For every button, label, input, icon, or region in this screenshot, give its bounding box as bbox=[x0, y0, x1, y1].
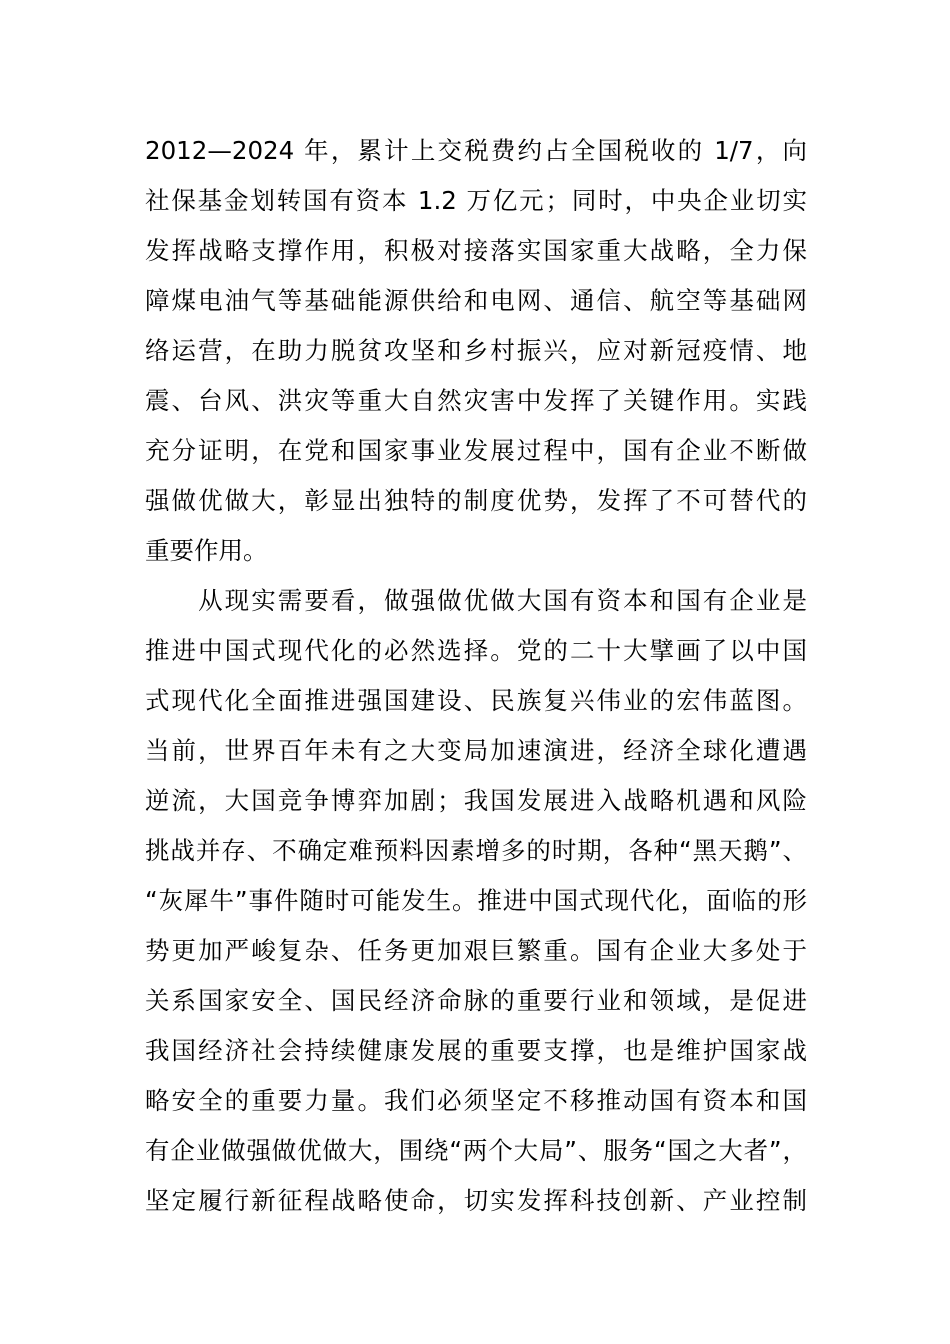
text-line: 重要作用。 bbox=[145, 536, 268, 565]
text-line: 式现代化全面推进强国建设、民族复兴伟业的宏伟蓝图。 bbox=[145, 686, 807, 715]
text-line: 发挥战略支撑作用，积极对接落实国家重大战略，全力保 bbox=[145, 236, 807, 265]
paragraph-2 bbox=[145, 576, 807, 1226]
text-line: 从现实需要看，做强做优做大国有资本和国有企业是 bbox=[145, 586, 807, 615]
text-line: 当前，世界百年未有之大变局加速演进，经济全球化遭遇 bbox=[145, 736, 807, 765]
text-line: 充分证明，在党和国家事业发展过程中，国有企业不断做 bbox=[145, 436, 807, 465]
text-line: 障煤电油气等基础能源供给和电网、通信、航空等基础网 bbox=[145, 286, 807, 315]
text-line: 逆流，大国竞争博弈加剧；我国发展进入战略机遇和风险 bbox=[145, 786, 807, 815]
text-line: 络运营，在助力脱贫攻坚和乡村振兴，应对新冠疫情、地 bbox=[145, 336, 807, 365]
text-line: 有企业做强做优做大，围绕“两个大局”、服务“国之大者”， bbox=[145, 1136, 807, 1165]
text-line: 强做优做大，彰显出独特的制度优势，发挥了不可替代的 bbox=[145, 486, 807, 515]
text-line: 挑战并存、不确定难预料因素增多的时期，各种“黑天鹅”、 bbox=[145, 836, 807, 865]
text-line: 略安全的重要力量。我们必须坚定不移推动国有资本和国 bbox=[145, 1086, 807, 1115]
text-line: “灰犀牛”事件随时可能发生。推进中国式现代化，面临的形 bbox=[145, 886, 807, 915]
text-line: 社保基金划转国有资本 1.2 万亿元；同时，中央企业切实 bbox=[145, 186, 807, 215]
body-text bbox=[145, 126, 807, 1226]
text-line: 关系国家安全、国民经济命脉的重要行业和领域，是促进 bbox=[145, 986, 807, 1015]
text-line: 2012—2024 年，累计上交税费约占全国税收的 1/7，向 bbox=[145, 136, 807, 165]
text-line: 我国经济社会持续健康发展的重要支撑，也是维护国家战 bbox=[145, 1036, 807, 1065]
text-line: 震、台风、洪灾等重大自然灾害中发挥了关键作用。实践 bbox=[145, 386, 807, 415]
paragraph-1 bbox=[145, 126, 807, 576]
text-line: 坚定履行新征程战略使命，切实发挥科技创新、产业控制 bbox=[145, 1186, 807, 1215]
text-line: 推进中国式现代化的必然选择。党的二十大擘画了以中国 bbox=[145, 636, 807, 665]
text-line: 势更加严峻复杂、任务更加艰巨繁重。国有企业大多处于 bbox=[145, 936, 807, 965]
